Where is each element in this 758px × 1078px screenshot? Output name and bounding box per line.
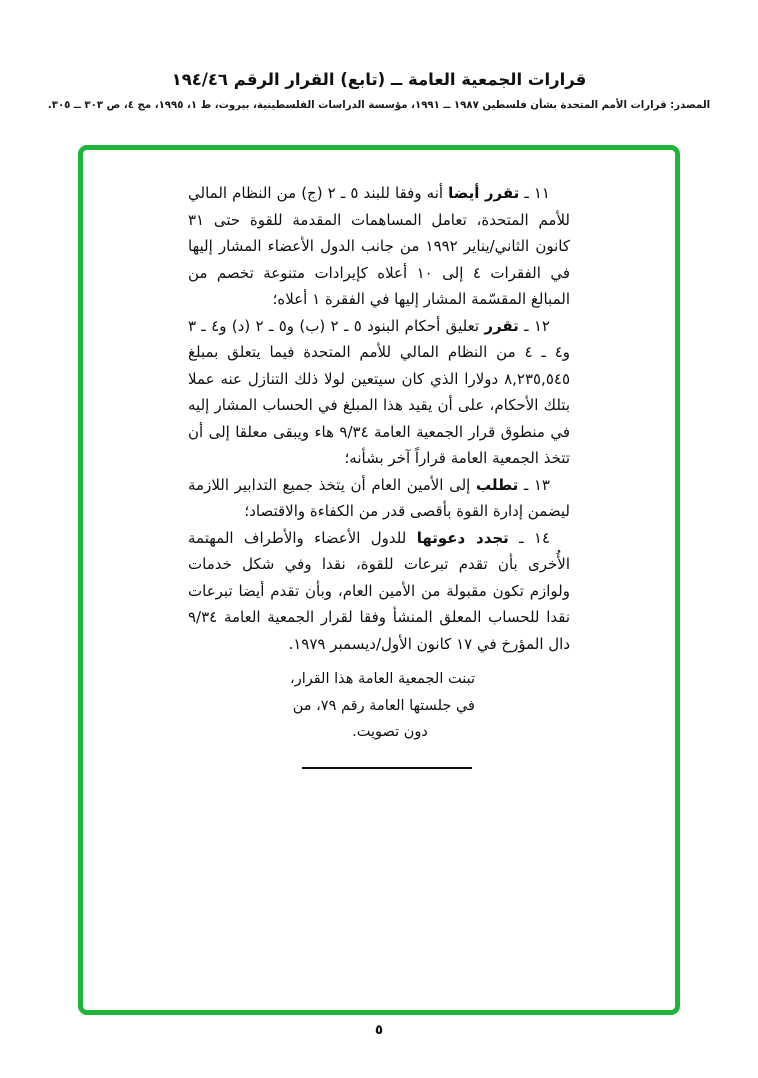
adoption-note-line: تبنت الجمعية العامة هذا القرار،: [290, 671, 475, 687]
adoption-note-line: دون تصويت.: [352, 724, 428, 740]
source-line: المصدر: قرارات الأمم المتحدة بشأن فلسطين ١٩٨٧ ــ ١٩٩١، مؤسسة الدراسات الفلسطينية، بيروت، ط ١، ١٩٩٥، مج ٤، ص ٣٠٣ ــ ٣٠٥.: [47, 99, 711, 111]
paragraph-text: إلى الأمين العام أن يتخذ جميع التدابير اللازمة ليضمن إدارة القوة بأقصى قدر من الكفاءة والاقتصاد؛: [188, 475, 570, 520]
adoption-note-line: في جلستها العامة رقم ٧٩، من: [292, 697, 475, 714]
page-title: قرارات الجمعية العامة ــ (تابع) القرار الرقم ١٩٤/٤٦: [171, 70, 587, 89]
paragraph-lead: تجدد دعوتها: [416, 528, 509, 547]
paragraph-number: ١٣: [533, 475, 550, 494]
resolution-paragraph-14: [188, 525, 570, 658]
paragraph-lead: تقرر أيضا: [448, 184, 520, 202]
paragraph-number: ١٤: [533, 528, 551, 547]
paragraph-dash: ـ: [518, 475, 534, 494]
resolution-paragraph-11: [188, 180, 570, 313]
paragraph-dash: ـ: [508, 528, 534, 547]
resolution-frame: [78, 145, 680, 1015]
paragraph-lead: تطلب: [475, 475, 519, 494]
page-number: ٥: [374, 1022, 384, 1038]
paragraph-dash: ـ: [518, 316, 534, 335]
paragraph-number: ١٢: [533, 316, 550, 335]
paragraph-text: تعليق أحكام البنود ٥ ـ ٢ (ب) و٥ ـ ٢ (د) و٤ ـ ٣ و٤ ـ ٤ من النظام المالي للأمم المتحدة فيما يتعلق بمبلغ ٨,٢٣٥,٥٤٥ دولارا الذي كان سيتعين لولا ذلك التنازل عنه عملا بتلك الأحكام، على أن يقيد هذا المبلغ في الحساب المشار إليه في منطوق قرار الجمعية العامة ٩/٣٤ هاء ويبقى معلقا إلى أن تتخذ الجمعية العامة قراراً آخر بشأنه؛: [188, 316, 570, 467]
paragraph-text: أنه وفقا للبند ٥ ـ ٢ (ج) من النظام المالي للأمم المتحدة، تعامل المساهمات المقدمة للقوة حتى ٣١ كانون الثاني/يناير ١٩٩٢ من جانب الدول الأعضاء المشار إليها في الفقرات ٤ إلى ١٠ أعلاه كإيرادات متنوعة تخصم من المبالغ المقسّمة المشار إليها في الفقرة ١ أعلاه؛: [188, 184, 571, 308]
adoption-note: [290, 666, 475, 746]
document-header: [0, 70, 758, 111]
paragraph-text: للدول الأعضاء والأطراف المهتمة الأُخرى بأن تقدم تبرعات للقوة، نقدا وفي شكل خدمات ولوازم تكون مقبولة من الأمين العام، وبأن تقدم أيضا تبرعات نقدا للحساب المعلق المنشأ وفقا لقرار الجمعية العامة ٩/٣٤ دال المؤرخ في ١٧ كانون الأول/ديسمبر ١٩٧٩.: [188, 528, 570, 653]
paragraph-number: ١١: [533, 184, 550, 202]
end-of-resolution-rule: [302, 767, 472, 769]
resolution-text-column: [188, 180, 570, 769]
paragraph-lead: تقرر: [484, 316, 519, 335]
paragraph-dash: ـ: [519, 184, 534, 202]
resolution-paragraph-12: [188, 313, 570, 472]
resolution-paragraph-13: [188, 472, 570, 525]
